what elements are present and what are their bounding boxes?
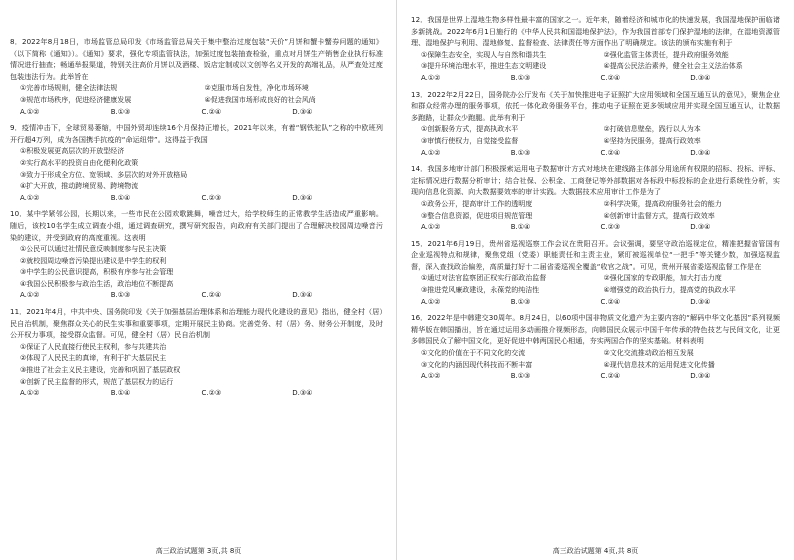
options (421, 348, 780, 371)
answer-c: C.②④ (201, 107, 222, 116)
answer-a: A.①② (20, 291, 40, 300)
answer-a: A.①② (20, 107, 40, 116)
options (421, 199, 780, 222)
answer-c: C.②④ (201, 291, 222, 300)
question-10 (10, 208, 383, 302)
answer-choices (20, 193, 383, 205)
answer-choices (421, 222, 780, 234)
option: ①通过对法官监察团正权实行部政治监督 (421, 274, 547, 283)
page-footer: 高三政治试题第 4页,共 8页 (552, 547, 639, 555)
question-stem: 8．2022年8月18日，市场监管总局印发《市场监管总局关于集中整治过度包装“天价”月饼和蟹卡蟹券问题的通知》（以下简称《通知》）。《通知》要求，强化专项监管执法，加强过度包装抽查检验，重点对月饼生产销售企业执行标准情况进行抽查；畅通举报渠道，特别关注高价月饼以及酒楼、饭店定制或以文创等名义开发的高端礼品，从严查处过度包装违法行为。此举旨在 (10, 37, 383, 81)
option: ③推进党风廉政建设，永葆党的纯洁性 (421, 286, 540, 295)
answer-c: C.②④ (600, 73, 621, 82)
option: ③整合信息资源，促进项目规范管理 (421, 211, 533, 220)
option: ④现代信息技术的运用促进文化传播 (603, 360, 715, 369)
option: ②科学决策，提高政府服务社会的能力 (603, 199, 722, 208)
answer-a: A.①② (421, 148, 441, 157)
options (421, 273, 780, 296)
question-15 (411, 238, 780, 309)
answer-b: B.①③ (510, 73, 531, 82)
answer-choices (421, 73, 780, 85)
option: ①完善市场规则，健全法律法规 (20, 84, 118, 93)
answer-choices (421, 148, 780, 160)
option: ③提升环境治理水平，推进生态文明建设 (421, 62, 547, 71)
answer-b: B.①③ (110, 291, 131, 300)
option: ④创新审计监督方式，提高行政效率 (603, 211, 715, 220)
option: ③推进了社会主义民主建设，完善和巩固了基层政权 (20, 366, 181, 375)
option: ②强化监管主体责任，提升政府服务效能 (603, 50, 729, 59)
question-stem: 10．某中学紧邻公园，长期以来，一些市民在公园欢歌跳舞，噪音过大，给学校师生的正常教学生活造成严重影响。随后，该校10名学生成立调查小组，通过调查研究，撰写研究报告，向政府有关部门提出了合理解决校园周边噪音污染的建议，并受到政府的高度重视。这表明 (10, 209, 383, 242)
option: ①政务公开，提高审计工作的透明度 (421, 199, 533, 208)
question-9 (10, 122, 383, 204)
answer-d: D.③④ (690, 297, 711, 306)
answer-choices (20, 388, 383, 400)
option: ③中学生的公民意识提高，积极有序参与社会管理 (20, 268, 174, 277)
question-12 (411, 14, 780, 85)
options (20, 146, 383, 192)
option: ①积极发展更高层次的开放型经济 (20, 147, 125, 156)
answer-d: D.③④ (292, 107, 313, 116)
question-8 (10, 36, 383, 118)
options (20, 342, 383, 388)
option: ①创新服务方式，提高执政水平 (421, 125, 519, 134)
question-11 (10, 306, 383, 400)
answer-d: D.③④ (292, 389, 313, 398)
option: ③致力于形成全方位、宽领域、多层次的对外开放格局 (20, 170, 188, 179)
question-stem: 14．我国多地审计部门积极探索运用电子数据审计方式对地块在建线路主体部分用途所有权限的招标、投标、评标、定标情况进行数据分析审计；结合社保、公积金、工商登记等外部数据对各标段中标投标的企业进行系统性分析，实现向信息化资源、向大数据要效率的审计实践。大数据技术应用审计工作是为了 (411, 164, 780, 197)
option: ①保障生态安全，实现人与自然和谐共生 (421, 50, 547, 59)
page-right (397, 0, 794, 560)
question-13 (411, 89, 780, 160)
option: ④提高公民法治素养，健全社会主义法治体系 (603, 62, 743, 71)
question-stem: 13．2022年2月22日，国务院办公厅发布《关于加快推进电子证照扩大应用领域和全国互通互认的意见》，聚焦企业和群众经常办理的服务事项，依托一体化政务服务平台，推动电子证照在更多领域应用并实现全国互通互认，让数据多跑路，让群众少跑腿。此举有利于 (411, 89, 780, 122)
page-footer: 高三政治试题第 3页,共 8页 (155, 547, 242, 555)
option: ③文化的内涵因现代科技而不断丰富 (421, 360, 533, 369)
answer-a: A.①② (20, 193, 40, 202)
option: ④坚持为民服务，提高行政效率 (603, 136, 701, 145)
answer-c: C.②④ (600, 297, 621, 306)
answer-choices (20, 107, 383, 119)
answer-d: D.③④ (690, 148, 711, 157)
answer-c: C.②③ (201, 193, 222, 202)
answer-b: B.①④ (110, 193, 131, 202)
option: ①公民可以通过社情民意反映制度参与民主决策 (20, 245, 167, 254)
question-stem: 15．2021年6月19日，贵州省巡视巡察工作会议在贵阳召开。会议强调，要坚守政治巡视定位，精准把握省管国有企业巡视特点和规律，聚焦党组（党委）职能责任和主责主业，紧盯被巡视单位“一把手”等关键少数，加强巡视监督，深入查找政治偏差，高质量打好十二届省委巡视全覆盖“收官之战”。可见，贵州开展省委巡视监督工作是在 (411, 238, 780, 271)
option: ②就校园周边噪音污染提出建议是中学生的权利 (20, 256, 167, 265)
answer-b: B.①④ (510, 223, 531, 232)
answer-a: A.①② (421, 297, 441, 306)
option: ②强化国家的专政职能，加大打击力度 (603, 274, 722, 283)
answer-choices (421, 371, 780, 383)
answer-choices (20, 290, 383, 302)
answer-a: A.①② (20, 389, 40, 398)
answer-c: C.②③ (201, 389, 222, 398)
options (421, 124, 780, 147)
answer-d: D.③④ (690, 372, 711, 381)
answer-choices (421, 297, 780, 309)
options (20, 244, 383, 290)
option: ④创新了民主监督的形式，规范了基层权力的运行 (20, 377, 174, 386)
question-stem: 11．2021年4月，中共中央、国务院印发《关于加强基层治理体系和治理能力现代化建设的意见》指出，健全村（居）民自治机制，聚焦群众关心的民生实事和重要事项，定期开展民主协商。完善党务、村（居）务、财务公开制度，及时公开权力事项，接受群众监督。可见，健全村（居）民自治机制 (10, 307, 383, 340)
option: ②打破信息壁垒，践行以人为本 (603, 125, 701, 134)
answer-d: D.③④ (292, 193, 313, 202)
answer-a: A.①② (421, 223, 441, 232)
answer-b: B.①③ (510, 148, 531, 157)
answer-b: B.①④ (110, 389, 131, 398)
option: ②文化交流推动政治相互发展 (603, 349, 694, 358)
answer-c: C.②④ (600, 372, 621, 381)
options (421, 50, 780, 73)
answer-d: D.③④ (292, 291, 313, 300)
option: ③规范市场秩序，促进经济健康发展 (20, 95, 132, 104)
question-stem: 16．2022年是中韩建交30周年。8月24日，以60项中国非物质文化遗产为主要内容的“解码中华文化基因”系列视频精华版在韩国播出，旨在通过运用多动画推介视频形态，向韩国民众展示中国千年传承的特色技艺与民间文化，让更多韩国民众了解中国文化，更好促进中韩两国民心相通，夯实两国合作的坚实基础。材料表明 (411, 313, 780, 346)
question-stem: 12．我国是世界上湿地生物多样性最丰富的国家之一。近年来，随着经济和城市化的快速发展，我国湿地保护面临诸多新挑战。2022年6月1日施行的《中华人民共和国湿地保护法》，作为我国首部专门保护湿地的法律，在湿地资源管理、湿地保护与利用、湿地修复、监督检查、法律责任等方面作出了明确规定。该法的颁布实施有利于 (411, 15, 780, 48)
answer-c: C.②④ (600, 148, 621, 157)
answer-d: D.③④ (690, 73, 711, 82)
option: ②克服市场自发性，净化市场环境 (204, 84, 309, 93)
answer-b: B.①③ (110, 107, 131, 116)
options (20, 83, 383, 106)
option: ②实行高水平的投资自由化便利化政策 (20, 158, 139, 167)
option: ③审慎行使权力，自觉接受监督 (421, 136, 519, 145)
question-14 (411, 163, 780, 234)
option: ④扩大开放，推动跨境贸易、跨境物流 (20, 182, 139, 191)
option: ①保证了人民直接行使民主权利，参与共建共治 (20, 342, 167, 351)
option: ④促进我国市场形成良好的社会风尚 (204, 95, 316, 104)
option: ②体现了人民民主的真谛，有利于扩大基层民主 (20, 354, 167, 363)
option: ④我国公民积极参与政治生活，政治地位不断提高 (20, 279, 174, 288)
question-16 (411, 312, 780, 383)
answer-a: A.①② (421, 372, 441, 381)
answer-a: A.①② (421, 73, 441, 82)
answer-c: C.②③ (600, 223, 621, 232)
answer-b: B.①③ (510, 297, 531, 306)
answer-d: D.③④ (690, 223, 711, 232)
option: ①文化的价值在于不同文化的交流 (421, 349, 526, 358)
option: ④增强党的政治执行力，提高党的执政水平 (603, 286, 736, 295)
answer-b: B.①③ (510, 372, 531, 381)
question-stem: 9．疫情冲击下，全球贸易萎缩，中国外贸却连续16个月保持正增长，2021年以来，有着“钢铁驼队”之称的中欧班列开行超4万列，成为各国携手抗疫的“命运纽带”。这得益于我国 (10, 123, 383, 144)
